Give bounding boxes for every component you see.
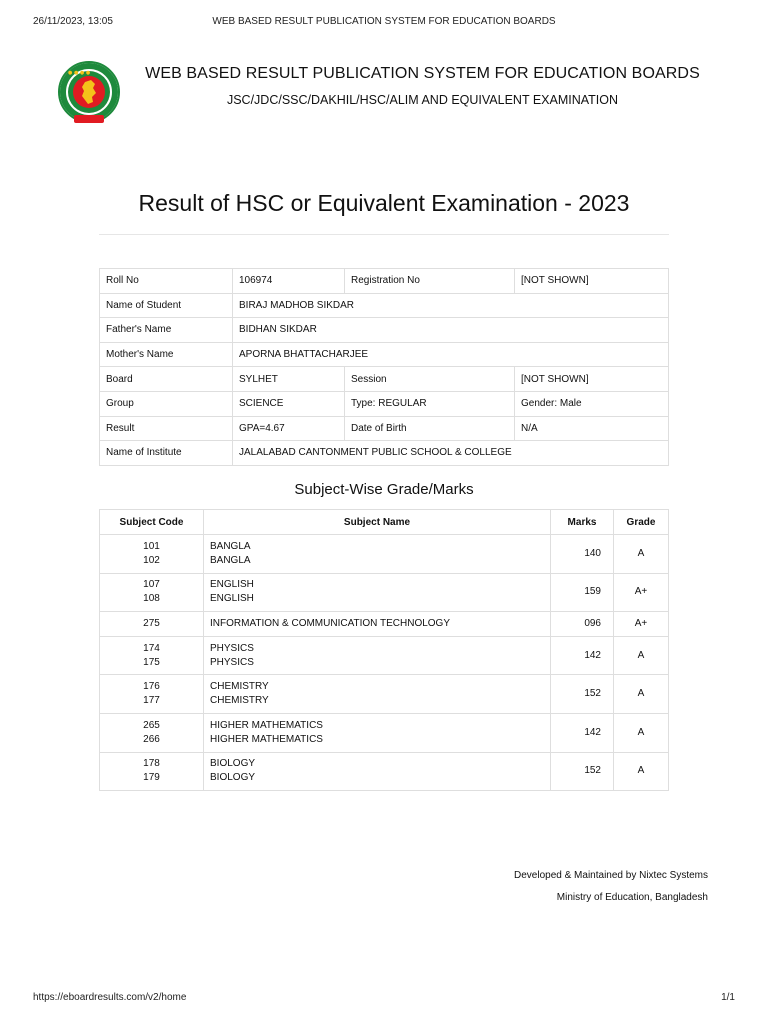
footer-credit [514, 865, 708, 909]
table-row [100, 636, 669, 675]
svg-text:● ● ● ●: ● ● ● ● [68, 70, 91, 76]
print-footer [33, 992, 735, 1006]
subject-name-cell [204, 752, 551, 791]
subject-code: 179 [143, 772, 160, 784]
subject-name: BIOLOGY [210, 772, 256, 784]
subject-code: 177 [143, 695, 160, 707]
table-row [100, 675, 669, 714]
subject-code: 174 [143, 642, 160, 654]
value-institute: JALALABAD CANTONMENT PUBLIC SCHOOL & COLLEGE [233, 441, 669, 466]
print-title: WEB BASED RESULT PUBLICATION SYSTEM FOR EDUCATION BOARDS [212, 16, 556, 27]
label-student-name: Name of Student [100, 293, 233, 318]
value-roll: 106974 [233, 269, 345, 294]
subject-code-cell [100, 636, 204, 675]
label-roll: Roll No [100, 269, 233, 294]
subject-code-cell [100, 535, 204, 574]
subject-code: 176 [143, 681, 160, 693]
subject-code: 107 [143, 579, 160, 591]
subject-code: 102 [143, 554, 160, 566]
student-info-table [99, 268, 669, 466]
label-father: Father's Name [100, 318, 233, 343]
subject-code: 266 [143, 733, 160, 745]
table-row [100, 367, 669, 392]
value-group: SCIENCE [233, 391, 345, 416]
value-gender: Gender: Male [515, 391, 669, 416]
label-institute: Name of Institute [100, 441, 233, 466]
subject-marks: 152 [551, 752, 614, 791]
site-title: WEB BASED RESULT PUBLICATION SYSTEM FOR EDUCATION BOARDS [145, 65, 700, 82]
table-row [100, 416, 669, 441]
table-row [100, 752, 669, 791]
subject-name-cell [204, 535, 551, 574]
subject-grade: A+ [614, 573, 669, 612]
subject-name: INFORMATION & COMMUNICATION TECHNOLOGY [204, 612, 551, 637]
subject-grade: A [614, 752, 669, 791]
subject-name: BANGLA [210, 540, 251, 552]
subject-name-cell [204, 713, 551, 752]
subject-name-cell [204, 573, 551, 612]
value-mother: APORNA BHATTACHARJEE [233, 342, 669, 367]
subject-code-cell [100, 752, 204, 791]
value-registration: [NOT SHOWN] [515, 269, 669, 294]
subject-code-cell [100, 573, 204, 612]
subject-name: CHEMISTRY [210, 695, 269, 707]
subject-marks: 096 [551, 612, 614, 637]
subject-grade: A [614, 713, 669, 752]
subject-name: CHEMISTRY [210, 681, 269, 693]
label-registration: Registration No [345, 269, 515, 294]
table-row [100, 391, 669, 416]
grades-table [99, 509, 669, 791]
subject-code: 265 [143, 719, 160, 731]
ministry-credit: Ministry of Education, Bangladesh [556, 892, 708, 903]
subject-name: ENGLISH [210, 593, 254, 605]
subject-name: HIGHER MATHEMATICS [210, 733, 323, 745]
subject-name-cell [204, 636, 551, 675]
subject-grade: A+ [614, 612, 669, 637]
site-header [135, 65, 710, 107]
value-board: SYLHET [233, 367, 345, 392]
subject-code: 275 [100, 612, 204, 637]
value-session: [NOT SHOWN] [515, 367, 669, 392]
label-board: Board [100, 367, 233, 392]
table-row [100, 535, 669, 574]
subject-name: BANGLA [210, 554, 251, 566]
value-type: Type: REGULAR [345, 391, 515, 416]
site-subtitle: JSC/JDC/SSC/DAKHIL/HSC/ALIM AND EQUIVALENT EXAMINATION [226, 93, 619, 107]
header-grade: Grade [614, 510, 669, 535]
subject-grade: A [614, 636, 669, 675]
subject-marks: 142 [551, 713, 614, 752]
print-datetime: 26/11/2023, 13:05 [33, 16, 113, 27]
value-result: GPA=4.67 [233, 416, 345, 441]
subject-name-cell [204, 675, 551, 714]
print-header [33, 16, 735, 30]
value-student-name: BIRAJ MADHOB SIKDAR [233, 293, 669, 318]
table-row [100, 318, 669, 343]
label-result: Result [100, 416, 233, 441]
header-subject-name: Subject Name [204, 510, 551, 535]
subject-marks: 159 [551, 573, 614, 612]
subject-code: 178 [143, 758, 160, 770]
divider [99, 234, 669, 235]
grades-section-title: Subject-Wise Grade/Marks [294, 481, 474, 498]
header-subject-code: Subject Code [100, 510, 204, 535]
subject-name: BIOLOGY [210, 758, 256, 770]
table-row [100, 342, 669, 367]
developer-credit: Developed & Maintained by Nixtec Systems [514, 870, 708, 881]
subject-code: 175 [143, 656, 160, 668]
value-father: BIDHAN SIKDAR [233, 318, 669, 343]
subject-name: PHYSICS [210, 642, 254, 654]
subject-marks: 142 [551, 636, 614, 675]
page-title: Result of HSC or Equivalent Examination - 2023 [138, 190, 630, 216]
subject-code-cell [100, 675, 204, 714]
subject-name: ENGLISH [210, 579, 254, 591]
print-url: https://eboardresults.com/v2/home [33, 992, 187, 1003]
subject-code: 108 [143, 593, 160, 605]
subject-grade: A [614, 535, 669, 574]
government-seal-icon [58, 60, 120, 130]
table-row [100, 441, 669, 466]
label-session: Session [345, 367, 515, 392]
label-group: Group [100, 391, 233, 416]
print-page-number: 1/1 [721, 992, 735, 1003]
table-row [100, 293, 669, 318]
subject-grade: A [614, 675, 669, 714]
label-dob: Date of Birth [345, 416, 515, 441]
subject-name: PHYSICS [210, 656, 254, 668]
table-row [100, 713, 669, 752]
table-row [100, 612, 669, 637]
subject-code-cell [100, 713, 204, 752]
subject-marks: 152 [551, 675, 614, 714]
table-row [100, 269, 669, 294]
subject-code: 101 [143, 540, 160, 552]
table-header-row [100, 510, 669, 535]
value-dob: N/A [515, 416, 669, 441]
header-marks: Marks [551, 510, 614, 535]
label-mother: Mother's Name [100, 342, 233, 367]
subject-name: HIGHER MATHEMATICS [210, 719, 323, 731]
table-row [100, 573, 669, 612]
subject-marks: 140 [551, 535, 614, 574]
